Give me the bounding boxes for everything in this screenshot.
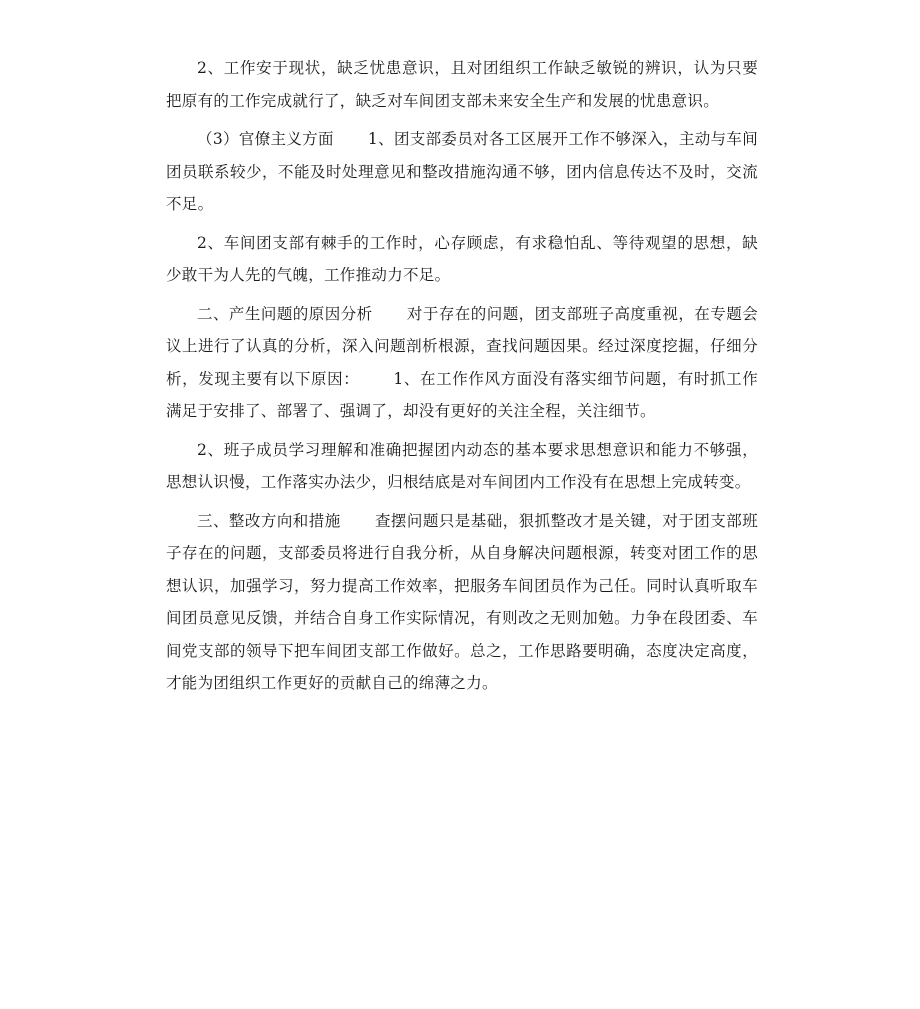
paragraph-work-complacency — [166, 52, 758, 117]
paragraph-cause-analysis — [166, 298, 758, 428]
paragraph-difficult-work — [166, 227, 758, 292]
paragraph-text: 对于存在的问题，团支部班子高度重视，在专题会议上进行了认真的分析，深入问题剖析根源，查找问题因果。经过深度挖掘，仔细分析，发现主要有以下原因： — [166, 304, 758, 388]
paragraph-text: 查摆问题只是基础，狠抓整改才是关键，对于团支部班子存在的问题，支部委员将进行自我分析，从自身解决问题根源，转变对团工作的思想认识，加强学习，努力提高工作效率，把服务车间团员作为己任。同时认真听取车间团员意见反馈，并结合自身工作实际情况，有则改之无则加勉。力争在段团委、车间党支部的领导下把车间团支部工作做好。总之，工作思路要明确，态度决定高度，才能为团组织工作更好的贡献自己的绵薄之力。 — [166, 511, 758, 692]
section-heading: 二、产生问题的原因分析 — [197, 304, 373, 323]
section-heading: 三、整改方向和措施 — [197, 511, 341, 530]
paragraph-text: 2、班子成员学习理解和准确把握团内动态的基本要求思想意识和能力不够强，思想认识慢，工作落实办法少，归根结底是对车间团内工作没有在思想上完成转变。 — [166, 440, 758, 491]
paragraph-text-cause-1: 1、在工作作风方面没有落实细节问题，有时抓工作满足于安排了、部署了、强调了，却没有更好的关注全程，关注细节。 — [166, 369, 758, 420]
paragraph-bureaucratism — [166, 123, 758, 221]
paragraph-text: 2、车间团支部有棘手的工作时，心存顾虑，有求稳怕乱、等待观望的思想，缺少敢干为人先的气魄，工作推动力不足。 — [166, 233, 758, 284]
section-lead: （3）官僚主义方面 — [197, 130, 334, 148]
document-body — [166, 52, 758, 700]
paragraph-rectification — [166, 505, 758, 700]
paragraph-text: 1、团支部委员对各工区展开工作不够深入，主动与车间团员联系较少，不能及时处理意见和整改措施沟通不够，团内信息传达不及时，交流不足。 — [166, 130, 758, 213]
paragraph-text: 2、工作安于现状，缺乏忧患意识，且对团组织工作缺乏敏锐的辨识，认为只要把原有的工作完成就行了，缺乏对车间团支部未来安全生产和发展的忧患意识。 — [166, 59, 758, 110]
paragraph-team-understanding — [166, 434, 758, 499]
